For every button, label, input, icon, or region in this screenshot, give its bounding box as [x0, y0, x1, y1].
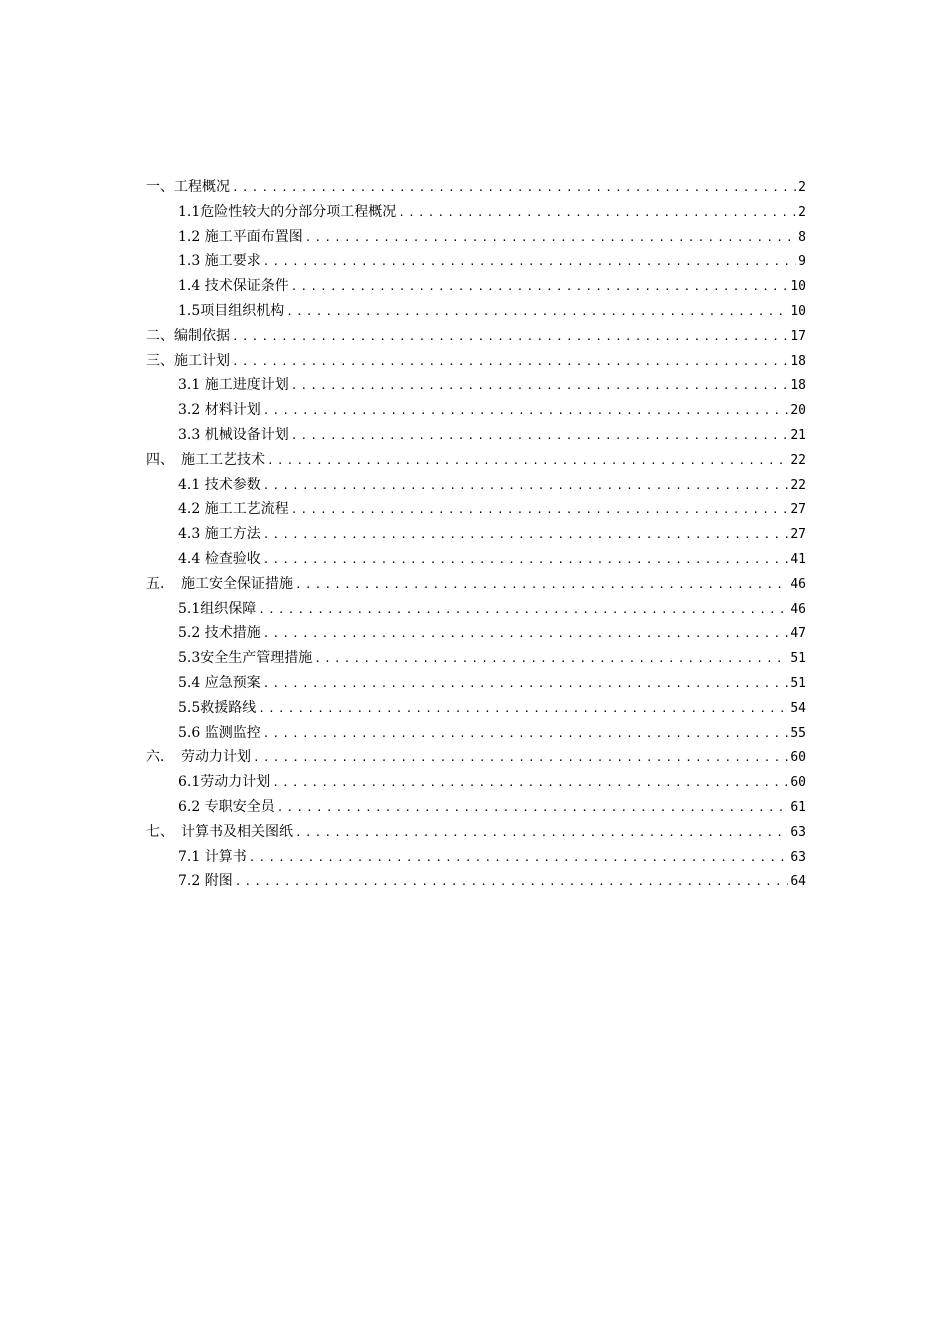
toc-leader-dots — [295, 826, 788, 839]
toc-entry[interactable] — [146, 846, 806, 871]
toc-leader-dots — [286, 305, 788, 318]
toc-leader-dots — [277, 801, 789, 814]
toc-entry[interactable] — [146, 226, 806, 251]
toc-entry[interactable] — [146, 325, 806, 350]
toc-leader-dots — [232, 330, 788, 343]
toc-entry-title: 1.4 技术保证条件 — [178, 278, 289, 295]
toc-entry[interactable] — [146, 722, 806, 747]
toc-entry-page: 54 — [790, 700, 806, 716]
toc-entry-page: 46 — [790, 576, 806, 592]
toc-leader-dots — [263, 677, 789, 690]
toc-leader-dots — [291, 280, 789, 293]
toc-entry-page: 63 — [790, 849, 806, 865]
toc-entry-title: 6.1劳动力计划 — [178, 774, 271, 791]
toc-entry-page: 8 — [798, 229, 806, 245]
toc-leader-dots — [295, 578, 788, 591]
toc-leader-dots — [263, 627, 789, 640]
toc-entry-title: 5.5救援路线 — [178, 699, 257, 716]
toc-entry-page: 27 — [790, 527, 806, 543]
toc-entry-page: 17 — [790, 328, 806, 344]
toc-leader-dots — [398, 206, 796, 219]
toc-entry-title: 4.4 检查验收 — [178, 550, 261, 567]
toc-entry-title: 4.3 施工方法 — [178, 526, 261, 543]
toc-entry-title: 4.1 技术参数 — [178, 476, 261, 493]
toc-leader-dots — [267, 454, 788, 467]
toc-entry-page: 51 — [790, 651, 806, 667]
toc-entry-page: 46 — [790, 601, 806, 617]
toc-entry[interactable] — [146, 250, 806, 275]
toc-entry-page: 64 — [790, 874, 806, 890]
toc-entry[interactable] — [146, 275, 806, 300]
toc-leader-dots — [263, 528, 789, 541]
toc-entry[interactable] — [146, 201, 806, 226]
toc-entry[interactable] — [146, 746, 806, 771]
toc-entry-page: 18 — [790, 378, 806, 394]
toc-entry[interactable] — [146, 176, 806, 201]
toc-entry-page: 20 — [790, 403, 806, 419]
toc-entry-title: 四、 施工工艺技术 — [146, 451, 265, 468]
toc-entry-page: 10 — [790, 279, 806, 295]
toc-entry[interactable] — [146, 498, 806, 523]
toc-entry-page: 22 — [790, 452, 806, 468]
toc-entry-title: 7.2 附图 — [178, 873, 233, 890]
toc-entry-title: 4.2 施工工艺流程 — [178, 501, 289, 518]
toc-leader-dots — [291, 429, 789, 442]
toc-leader-dots — [263, 553, 789, 566]
toc-leader-dots — [263, 727, 789, 740]
toc-entry[interactable] — [146, 672, 806, 697]
toc-entry[interactable] — [146, 821, 806, 846]
toc-leader-dots — [314, 652, 788, 665]
toc-entry-page: 9 — [798, 254, 806, 270]
toc-entry-page: 60 — [790, 750, 806, 766]
toc-entry-title: 1.1危险性较大的分部分项工程概况 — [178, 203, 397, 220]
toc-entry[interactable] — [146, 424, 806, 449]
toc-entry-title: 三、施工计划 — [146, 352, 230, 369]
toc-entry-page: 21 — [790, 427, 806, 443]
toc-entry[interactable] — [146, 622, 806, 647]
toc-leader-dots — [263, 255, 796, 268]
toc-leader-dots — [263, 404, 789, 417]
toc-entry-title: 5.3安全生产管理措施 — [178, 650, 313, 667]
toc-leader-dots — [232, 181, 796, 194]
toc-entry[interactable] — [146, 399, 806, 424]
toc-leader-dots — [235, 875, 789, 888]
toc-entry[interactable] — [146, 870, 806, 895]
toc-entry-title: 六． 劳动力计划 — [146, 749, 251, 766]
toc-entry-page: 10 — [790, 303, 806, 319]
toc-leader-dots — [258, 603, 788, 616]
toc-leader-dots — [272, 776, 788, 789]
toc-entry-page: 22 — [790, 477, 806, 493]
toc-entry-title: 七、 计算书及相关图纸 — [146, 823, 293, 840]
toc-entry-title: 3.2 材料计划 — [178, 402, 261, 419]
toc-entry[interactable] — [146, 697, 806, 722]
toc-entry[interactable] — [146, 771, 806, 796]
toc-entry-page: 63 — [790, 824, 806, 840]
toc-leader-dots — [263, 479, 789, 492]
toc-entry-title: 6.2 专职安全员 — [178, 798, 275, 815]
toc-leader-dots — [291, 379, 789, 392]
toc-entry-page: 41 — [790, 551, 806, 567]
toc-entry-title: 二、编制依据 — [146, 327, 230, 344]
toc-entry-page: 47 — [790, 626, 806, 642]
toc-leader-dots — [258, 702, 788, 715]
toc-entry-page: 2 — [798, 204, 806, 220]
toc-entry-page: 55 — [790, 725, 806, 741]
toc-entry-page: 2 — [798, 180, 806, 195]
toc-entry[interactable] — [146, 796, 806, 821]
toc-entry-title: 7.1 计算书 — [178, 848, 247, 865]
toc-entry[interactable] — [146, 647, 806, 672]
toc-entry[interactable] — [146, 598, 806, 623]
toc-leader-dots — [305, 231, 796, 244]
toc-entry-title: 1.2 施工平面布置图 — [178, 228, 303, 245]
toc-leader-dots — [291, 503, 789, 516]
toc-entry[interactable] — [146, 573, 806, 598]
toc-entry-page: 18 — [790, 353, 806, 369]
toc-entry-page: 60 — [790, 775, 806, 791]
toc-entry-title: 5.6 监测监控 — [178, 724, 261, 741]
toc-entry-page: 27 — [790, 502, 806, 518]
toc-entry[interactable] — [146, 374, 806, 399]
toc-entry[interactable] — [146, 548, 806, 573]
toc-leader-dots — [253, 751, 788, 764]
toc-leader-dots — [232, 355, 788, 368]
toc-entry-page: 61 — [790, 799, 806, 815]
toc-leader-dots — [249, 851, 789, 864]
toc-entry-title: 一、工程概况 — [146, 179, 230, 195]
toc-entry-title: 5.2 技术措施 — [178, 625, 261, 642]
toc-entry-title: 5.1组织保障 — [178, 600, 257, 617]
toc-entry-title: 五． 施工安全保证措施 — [146, 575, 293, 592]
toc-entry-title: 1.5项目组织机构 — [178, 302, 285, 319]
toc-entry[interactable] — [146, 474, 806, 499]
toc-entry-title: 3.3 机械设备计划 — [178, 426, 289, 443]
toc-entry-page: 51 — [790, 675, 806, 691]
toc-entry-title: 5.4 应急预案 — [178, 674, 261, 691]
toc-entry-title: 3.1 施工进度计划 — [178, 377, 289, 394]
toc-entry[interactable] — [146, 350, 806, 375]
toc-entry[interactable] — [146, 523, 806, 548]
toc-entry-title: 1.3 施工要求 — [178, 253, 261, 270]
toc-entry[interactable] — [146, 300, 806, 325]
toc-entry[interactable] — [146, 449, 806, 474]
table-of-contents — [146, 176, 806, 895]
